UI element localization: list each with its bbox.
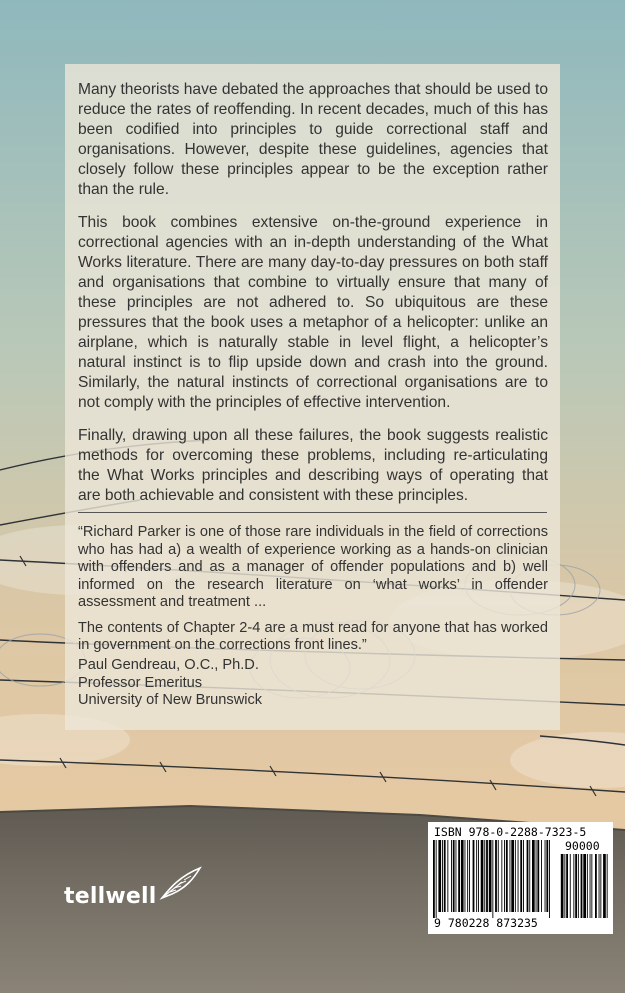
barcode-bar <box>458 840 460 912</box>
barcode-addon-bar <box>578 854 579 918</box>
description-paragraph-3: Finally, drawing upon all these failures, the book suggests realistic methods for overcoming these problems, including re-articulating the What Works principles and describing ways of operating that are both achievable and consistent with these principles. <box>78 427 548 504</box>
barcode-bar <box>481 840 484 912</box>
barcode-bar <box>495 840 497 912</box>
barcode-bar <box>529 840 530 912</box>
barcode-bar <box>536 840 537 912</box>
quote-paragraph-2: The contents of Chapter 2-4 are a must read for anyone that has worked in government on the corrections front lines.” <box>78 619 548 653</box>
barcode-addon-bar <box>561 854 564 918</box>
isbn-barcode <box>428 822 613 934</box>
barcode-bar <box>523 840 524 912</box>
barcode-bar <box>489 840 492 912</box>
quote-paragraph-1: “Richard Parker is one of those rare individuals in the field of corrections who has had a) a wealth of experience working as a hands-on clinician with offenders and as a manager of offender populations and b) well informed on the research literature on ‘what works’ in offender assessment and treatment ... <box>78 524 548 610</box>
barcode-bars <box>433 840 608 920</box>
barcode-bar <box>469 840 470 912</box>
barcode-bar <box>476 840 477 912</box>
barcode-addon-bar <box>591 854 592 918</box>
barcode-addon-bar <box>590 854 591 918</box>
barcode-bar <box>511 840 514 912</box>
barcode-bar <box>504 840 505 912</box>
barcode-bar <box>467 840 468 912</box>
barcode-bar <box>486 840 488 912</box>
barcode-bar <box>451 840 452 912</box>
barcode-bar <box>484 840 485 912</box>
barcode-bar <box>461 840 464 912</box>
endorser-name: Paul Gendreau, O.C., Ph.D. <box>78 657 259 673</box>
barcode-addon-bar <box>595 854 597 918</box>
barcode-bar <box>498 840 499 912</box>
description-paragraph-1: Many theorists have debated the approaches that should be used to reduce the rates of reoffending. In recent decades, much of this has been codified into principles to guide correctional staff and organisations. However, despite these guidelines, agencies that closely follow these principles appear to be the exception rather than the rule. <box>78 81 548 198</box>
quill-icon <box>156 866 204 900</box>
barcode-bar <box>541 840 542 912</box>
barcode-bar <box>532 840 535 912</box>
barcode-bar <box>444 840 446 912</box>
barcode-bar <box>438 840 441 912</box>
barcode-bar <box>465 840 466 912</box>
endorser-affiliation: University of New Brunswick <box>78 692 263 709</box>
barcode-bar <box>436 840 437 918</box>
barcode-addon-bar <box>599 854 600 918</box>
barcode-bar <box>537 840 539 912</box>
barcode-bar <box>492 840 493 918</box>
barcode-bar <box>442 840 443 912</box>
book-description <box>78 80 548 519</box>
endorser-title: Professor Emeritus <box>78 674 203 691</box>
barcode-bar <box>520 840 522 912</box>
barcode-addon-bar <box>587 854 588 918</box>
barcode-bar <box>433 840 435 918</box>
barcode-bar <box>515 840 516 912</box>
barcode-bar <box>545 840 546 912</box>
barcode-bar <box>518 840 519 912</box>
barcode-bar <box>501 840 502 912</box>
publisher-logo <box>64 866 204 916</box>
barcode-digits: 9 780228 873235 <box>434 916 538 930</box>
barcode-addon-bar <box>607 854 608 918</box>
divider <box>78 512 547 513</box>
barcode-bar <box>456 840 457 912</box>
barcode-addon-bar <box>583 854 586 918</box>
barcode-bar <box>527 840 529 912</box>
price-code: 90000 <box>565 839 600 853</box>
endorsement-attribution <box>78 657 262 710</box>
barcode-bar <box>549 840 550 918</box>
barcode-bar <box>447 840 448 912</box>
barcode-addon-bar <box>564 854 565 918</box>
description-paragraph-2: This book combines extensive on-the-ground experience in correctional agencies with an in-depth understanding of the What Works literature. There are many day-to-day pressures on both staff and organisations that combine to virtually ensure that many of these principles are not adhered to. So ubiquitous are these pressures that the book uses a metaphor of a helicopter: unlike an airplane, which is naturally stable in level flight, a helicopter’s natural instinct is to flip upside down and crash into the ground. Similarly, the natural instincts of correctional organisations are to not comply with the principles of effective intervention. <box>78 214 548 411</box>
barcode-addon-bar <box>566 854 568 918</box>
barcode-addon-bar <box>570 854 571 918</box>
barcode-addon-bar <box>573 854 574 918</box>
barcode-bar <box>478 840 479 912</box>
publisher-name: tellwell <box>64 884 157 909</box>
barcode-addon-bar <box>603 854 606 918</box>
barcode-bar <box>453 840 455 912</box>
barcode-bar <box>473 840 475 912</box>
endorsement-quote <box>78 524 548 663</box>
barcode-addon-bar <box>581 854 583 918</box>
barcode-addon-bar <box>600 854 601 918</box>
barcode-bar <box>506 840 508 912</box>
barcode-bar <box>510 840 511 912</box>
barcode-bar <box>546 840 548 912</box>
barcode-addon-bar <box>575 854 577 918</box>
isbn-label: ISBN 978-0-2288-7323-5 <box>434 825 587 839</box>
